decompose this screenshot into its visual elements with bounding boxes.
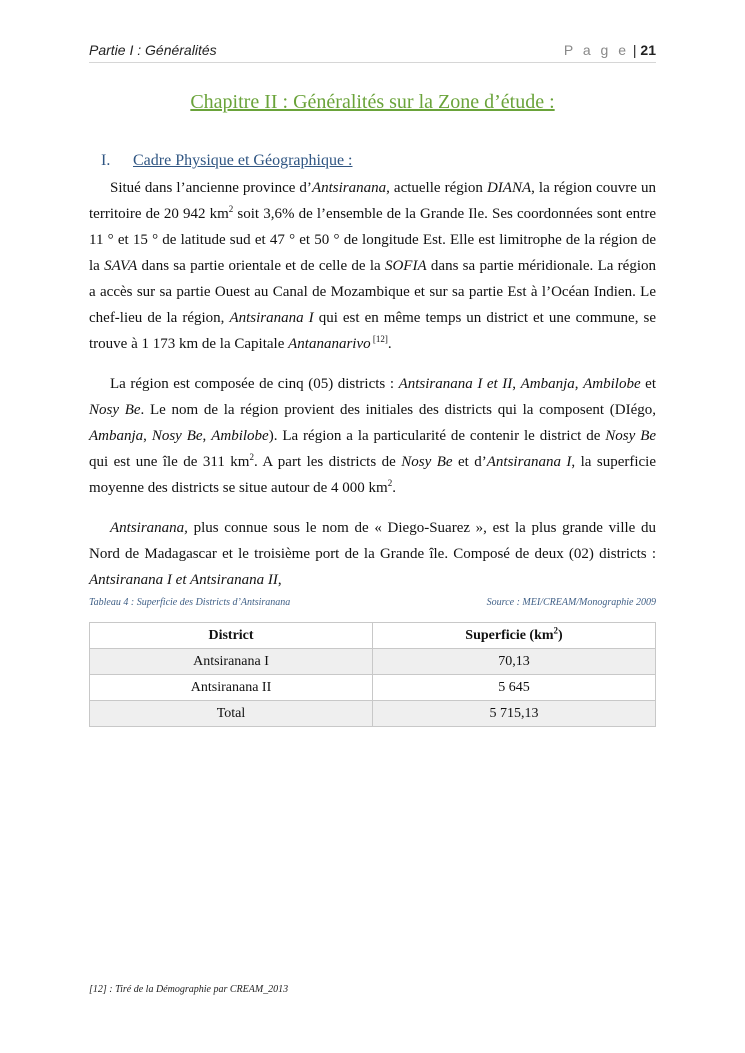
citation-reference: [12] bbox=[370, 334, 388, 344]
paragraph-1 bbox=[89, 175, 656, 357]
footnote: [12] : Tiré de la Démographie par CREAM_2013 bbox=[89, 984, 289, 995]
p1-text: soit 3,6% de l’ensemble de la Grande Ile. Ses coordonnées sont entre 11 ° et 15 ° de latitude sud et 47 ° et 50 ° de longitude Est. Elle est limitrophe de la région de la bbox=[89, 206, 656, 274]
header-page-info bbox=[564, 42, 656, 58]
p2-italic: Antsiranana I bbox=[486, 454, 572, 470]
p2-italic: Ambanja bbox=[89, 428, 144, 444]
cell-district: Antsiranana I bbox=[90, 649, 373, 675]
header-superficie bbox=[373, 623, 656, 649]
p2-italic: Nosy Be bbox=[401, 454, 453, 470]
p1-italic: Antananarivo bbox=[288, 336, 371, 352]
table-row bbox=[90, 675, 656, 701]
p1-text: . bbox=[387, 336, 392, 352]
page-label: P a g e bbox=[563, 42, 629, 58]
table-row bbox=[90, 649, 656, 675]
page-number: 21 bbox=[640, 42, 656, 58]
chapter-title: Chapitre II : Généralités sur la Zone d’étude : bbox=[190, 91, 555, 113]
p2-italic: Antsiranana I et II bbox=[398, 376, 513, 392]
p1-text: , actuelle région bbox=[386, 180, 487, 196]
p2-text: ). La région a la particularité de contenir le district de bbox=[268, 428, 606, 444]
p2-superscript: 2 bbox=[387, 478, 393, 488]
p1-text: Situé dans l’ancienne province d’ bbox=[110, 180, 312, 196]
p3-italic: Antsiranana I et Antsiranana II bbox=[89, 572, 278, 588]
p1-text: dans sa partie méridionale. La région a accès sur sa partie Ouest au Canal de Mozambique et sur sa partie Est à l’Océan Indien. Le chef-lieu de la région, bbox=[89, 258, 656, 326]
cell-district: Total bbox=[90, 701, 373, 727]
p2-italic: Nosy Be bbox=[151, 428, 203, 444]
header-district: District bbox=[90, 623, 373, 649]
p2-text: qui est une île de 311 km bbox=[89, 454, 250, 470]
table-header-row bbox=[90, 623, 656, 649]
p2-text: , bbox=[512, 376, 521, 392]
cell-district: Antsiranana II bbox=[90, 675, 373, 701]
p2-italic: Nosy Be bbox=[89, 402, 141, 418]
section-title: Cadre Physique et Géographique : bbox=[133, 152, 353, 169]
paragraph-3 bbox=[89, 515, 656, 593]
p3-italic: Antsiranana, bbox=[110, 520, 188, 536]
p1-italic: DIANA bbox=[486, 180, 532, 196]
p2-text: et bbox=[640, 376, 657, 392]
table-caption-row bbox=[89, 597, 656, 611]
p2-text: , la superficie moyenne des districts se situe autour de 4 000 km bbox=[89, 454, 657, 496]
district-area-table bbox=[89, 622, 656, 727]
p1-text: , la région couvre un territoire de 20 942 km bbox=[89, 180, 656, 222]
p2-italic: Ambanja bbox=[520, 376, 575, 392]
p2-italic: Ambilobe bbox=[211, 428, 269, 444]
paragraph-2 bbox=[89, 371, 656, 501]
cell-superficie: 70,13 bbox=[373, 649, 656, 675]
p3-text: plus connue sous le nom de « Diego-Suarez », est la plus grande ville du Nord de Madagascar et le troisième port de la Grande île. Composé de deux (02) districts : bbox=[89, 520, 656, 562]
p2-text: . bbox=[392, 480, 396, 496]
p1-italic: SOFIA bbox=[384, 258, 427, 274]
table-source: Source : MEI/CREAM/Monographie 2009 bbox=[486, 597, 656, 608]
header-superficie-sup: 2 bbox=[553, 624, 559, 635]
p1-italic: Antsiranana bbox=[311, 180, 387, 196]
p1-italic: SAVA bbox=[104, 258, 138, 274]
p1-superscript: 2 bbox=[228, 204, 234, 214]
p2-text: , bbox=[202, 428, 212, 444]
page-header bbox=[89, 42, 656, 63]
cell-superficie: 5 645 bbox=[373, 675, 656, 701]
cell-superficie: 5 715,13 bbox=[373, 701, 656, 727]
table-row-total bbox=[90, 701, 656, 727]
p2-text: . Le nom de la région provient des initiales des districts qui la composent (DIégo, bbox=[140, 402, 657, 418]
p2-text: . A part les districts de bbox=[253, 454, 402, 470]
section-number: I. bbox=[101, 152, 111, 169]
p2-superscript: 2 bbox=[249, 452, 254, 462]
table-caption: Tableau 4 : Superficie des Districts d’Antsiranana bbox=[89, 597, 291, 608]
header-superficie-end: ) bbox=[558, 627, 563, 643]
header-superficie-label: Superficie (km bbox=[465, 627, 554, 643]
p3-text: , bbox=[277, 572, 282, 588]
p2-text: , bbox=[143, 428, 152, 444]
p2-text: La région est composée de cinq (05) districts : bbox=[110, 376, 399, 392]
p1-text: qui est en même temps un district et une commune, se trouve à 1 173 km de la Capitale bbox=[89, 310, 656, 352]
header-section-title: Partie I : Généralités bbox=[89, 42, 217, 58]
p2-italic: Ambilobe bbox=[583, 376, 641, 392]
section-heading bbox=[101, 152, 353, 170]
p2-text: et d’ bbox=[452, 454, 487, 470]
page-separator: | bbox=[632, 42, 637, 58]
p2-text: , bbox=[574, 376, 584, 392]
p1-text: dans sa partie orientale et de celle de la bbox=[137, 258, 385, 274]
p2-italic: Nosy Be bbox=[605, 428, 657, 444]
p1-italic: Antsiranana I bbox=[229, 310, 314, 326]
